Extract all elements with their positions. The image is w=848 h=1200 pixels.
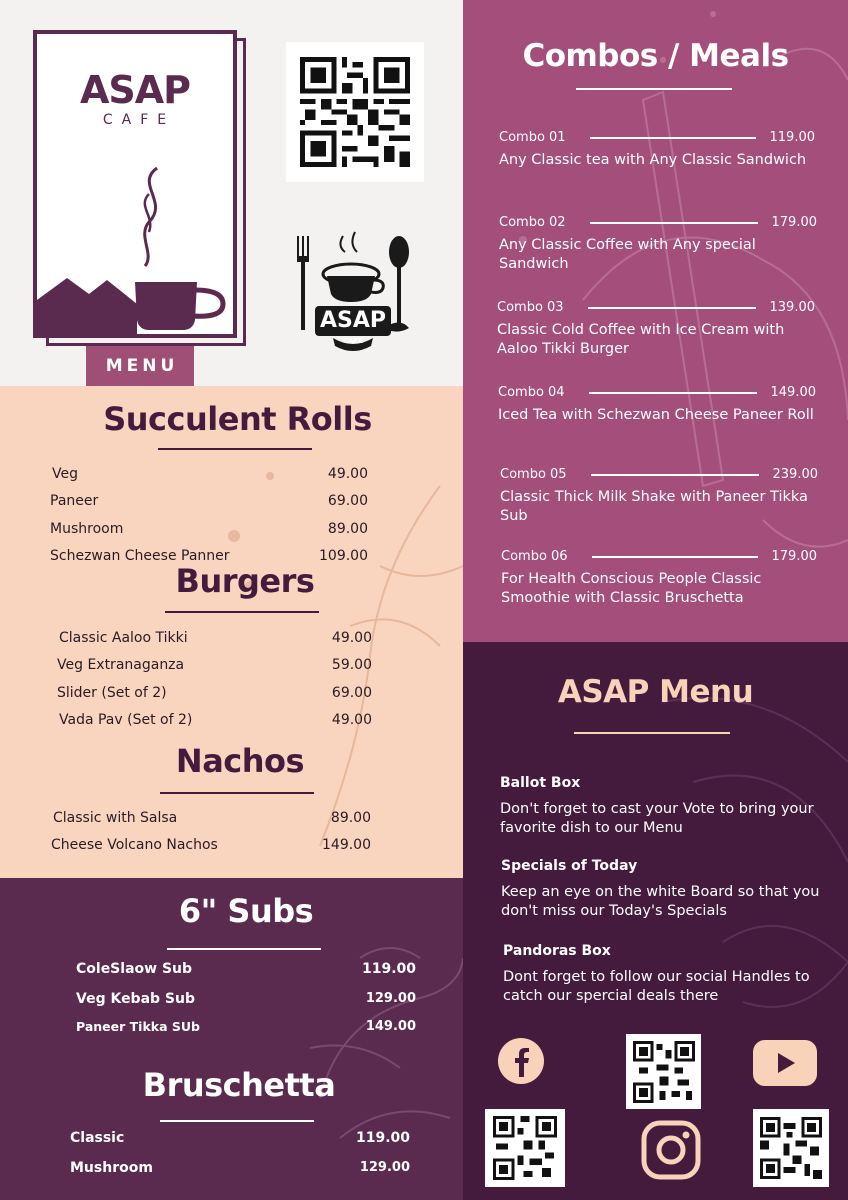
burgers-rule [165, 611, 319, 613]
brand-name: ASAP [79, 68, 191, 112]
header-panel [0, 0, 463, 386]
brand-subtitle: CAFE [102, 112, 176, 128]
info-item: Ballot Box Don't forget to cast your Vote to bring your favorite dish to our Menu [500, 775, 814, 836]
qr-code-icon[interactable] [485, 1109, 565, 1187]
list-item: Classic Aaloo Tikki 49.00 [59, 630, 372, 646]
burgers-list [57, 630, 372, 739]
nachos-list [51, 810, 371, 864]
combo-item: Combo 05 239.00 Classic Thick Milk Shake with Paneer Tikka Sub [500, 467, 818, 524]
asap-menu-title: ASAP Menu [557, 674, 754, 710]
combo-item: Combo 03 139.00 Classic Cold Coffee with Ice Cream with Aaloo Tikki Burger [497, 300, 815, 357]
list-item: Classic with Salsa 89.00 [53, 810, 371, 826]
rolls-list [50, 466, 368, 575]
menu-tag: MENU [86, 346, 194, 386]
youtube-icon[interactable] [753, 1040, 817, 1086]
list-item: Paneer 69.00 [50, 493, 368, 509]
coffee-cup-icon [37, 154, 233, 334]
peach-panel [0, 386, 463, 878]
bruschetta-rule [160, 1120, 314, 1122]
rolls-rule [158, 448, 312, 450]
combo-item: Combo 06 179.00 For Health Conscious People Classic Smoothie with Classic Bruschetta [501, 549, 817, 606]
badge-text: ASAP [319, 308, 387, 333]
list-item: Slider (Set of 2) 69.00 [57, 685, 372, 701]
list-item: Veg 49.00 [52, 466, 368, 482]
asap-badge [283, 222, 423, 356]
list-item: Paneer Tikka SUb 149.00 [76, 1019, 416, 1034]
info-panel [463, 642, 848, 1200]
qr-code-icon[interactable] [626, 1034, 701, 1109]
facebook-icon[interactable] [497, 1037, 545, 1085]
list-item: Mushroom 89.00 [50, 521, 368, 537]
rolls-title: Succulent Rolls [103, 400, 372, 438]
list-item: Mushroom 129.00 [70, 1160, 410, 1176]
badge-sub: CAFE [342, 337, 364, 345]
combos-rule [576, 88, 732, 90]
bruschetta-title: Bruschetta [142, 1066, 336, 1104]
combo-item: Combo 04 149.00 Iced Tea with Schezwan Cheese Paneer Roll [498, 385, 816, 423]
list-item: ColeSlaow Sub 119.00 [76, 961, 416, 977]
fork-icon [297, 236, 309, 330]
subs-list [76, 961, 416, 1047]
nachos-title: Nachos [175, 742, 305, 780]
instagram-icon[interactable] [641, 1120, 701, 1180]
logo-card [33, 30, 237, 338]
qr-code-icon[interactable] [753, 1109, 829, 1187]
list-item: Veg Extranaganza 59.00 [57, 657, 372, 673]
combo-item: Combo 02 179.00 Any Classic Coffee with Any special Sandwich [499, 215, 817, 272]
info-item: Pandoras Box Dont forget to follow our social Handles to catch our spercial deals there [503, 943, 810, 1004]
combos-panel [463, 0, 848, 642]
combos-title: Combos / Meals [522, 38, 789, 74]
list-item: Veg Kebab Sub 129.00 [76, 991, 416, 1007]
bruschetta-list [70, 1130, 410, 1190]
subs-rule [167, 948, 321, 950]
list-item: Classic 119.00 [70, 1130, 410, 1146]
list-item: Cheese Volcano Nachos 149.00 [51, 837, 371, 853]
list-item: Vada Pav (Set of 2) 49.00 [59, 712, 372, 728]
subs-title: 6" Subs [178, 892, 314, 930]
nachos-rule [160, 792, 314, 794]
info-item: Specials of Today Keep an eye on the white Board so that you don't miss our Today's Specials [501, 858, 820, 919]
burgers-title: Burgers [175, 562, 315, 600]
spoon-icon [389, 236, 409, 330]
asap-menu-rule [574, 732, 730, 734]
qr-code-icon[interactable] [286, 42, 424, 182]
plum-panel [0, 878, 463, 1200]
list-item: Schezwan Cheese Panner 109.00 [50, 548, 368, 564]
combo-item: Combo 01 119.00 Any Classic tea with Any Classic Sandwich [499, 130, 815, 168]
